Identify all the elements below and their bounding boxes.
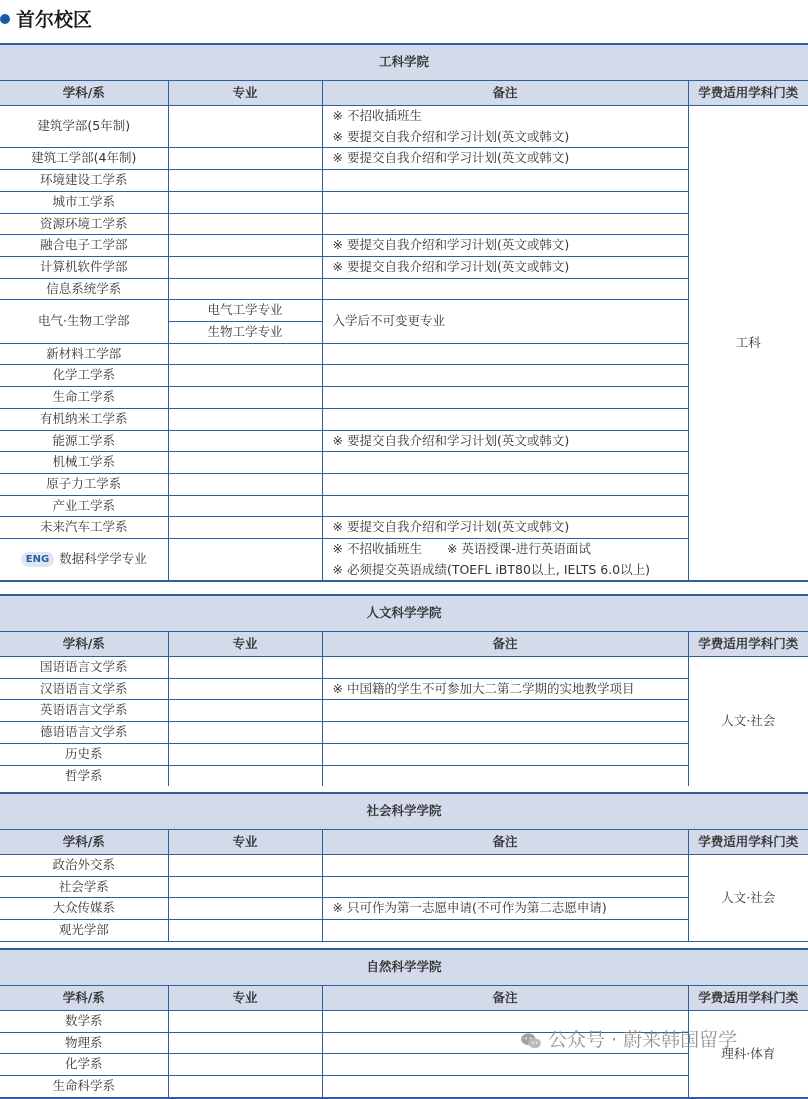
- major-cell: [168, 657, 322, 679]
- major-cell: [168, 700, 322, 722]
- dept-cell: [0, 1032, 168, 1054]
- section-humanities: [0, 594, 808, 788]
- wechat-icon: [520, 1032, 542, 1050]
- table-row: [0, 148, 808, 170]
- dept-cell: [0, 539, 168, 582]
- dept-cell: [0, 148, 168, 170]
- dept-name: 物理系: [64, 1034, 103, 1050]
- table-row: [0, 365, 808, 387]
- note-cell: [322, 657, 688, 679]
- dept-cell: [0, 1076, 168, 1098]
- dept-name: 化学工学系: [52, 367, 115, 383]
- dept-name: 电气·生物工学部: [38, 313, 130, 329]
- dept-name: 信息系统学系: [46, 280, 122, 296]
- major-cell: [168, 387, 322, 409]
- table-row: [0, 898, 808, 920]
- table-row: [0, 722, 808, 744]
- major-cell: [168, 235, 322, 257]
- column-header-fee: 学费适用学科门类: [688, 986, 808, 1011]
- column-header-fee: 学费适用学科门类: [688, 81, 808, 106]
- major-cell: [168, 365, 322, 387]
- dept-name: 政治外交系: [52, 857, 115, 872]
- dept-name: 生命工学系: [52, 389, 115, 405]
- major-cell: [168, 343, 322, 365]
- school-title: 人文科学学院: [0, 595, 808, 632]
- dept-cell: [0, 722, 168, 744]
- column-header-dept: 学科/系: [0, 830, 168, 855]
- note-cell: [322, 678, 688, 700]
- note-cell: [322, 1076, 688, 1098]
- note-text: ※ 要提交自我介绍和学习计划(英文或韩文): [332, 128, 570, 144]
- table-row: [0, 473, 808, 495]
- watermark: [520, 1025, 737, 1055]
- note-text: ※ 只可作为第一志愿申请(不可作为第二志愿申请): [332, 900, 607, 916]
- dept-cell: [0, 898, 168, 920]
- note-cell: [322, 300, 688, 343]
- major-cell: [168, 430, 322, 452]
- page-title: [0, 4, 92, 36]
- note-cell: [322, 148, 688, 170]
- note-cell: [322, 765, 688, 787]
- note-cell: [322, 343, 688, 365]
- dept-name: 英语语言文学系: [39, 702, 128, 718]
- major-cell: [168, 106, 322, 148]
- table-row: [0, 430, 808, 452]
- bullet-dot-icon: [0, 14, 10, 24]
- table-row: [0, 855, 808, 877]
- table-row: [0, 300, 808, 322]
- note-cell: [322, 473, 688, 495]
- column-header-note: 备注: [322, 632, 688, 657]
- dept-name: 原子力工学系: [46, 475, 122, 491]
- dept-name: 化学系: [64, 1056, 103, 1072]
- major-cell: 电气工学专业: [168, 300, 322, 322]
- dept-name: 城市工学系: [52, 193, 115, 209]
- dept-name: 建筑工学部(4年制): [31, 150, 137, 166]
- major-cell: [168, 170, 322, 192]
- dept-name: 观光学部: [58, 922, 109, 938]
- note-cell: [322, 539, 688, 582]
- dept-name: 环境建设工学系: [39, 172, 128, 188]
- column-header-note: 备注: [322, 81, 688, 106]
- dept-name: 产业工学系: [52, 497, 115, 513]
- note-cell: [322, 898, 688, 920]
- note-cell: [322, 495, 688, 517]
- dept-name: 大众传媒系: [52, 900, 115, 916]
- note-cell: [322, 170, 688, 192]
- column-header-major: 专业: [168, 830, 322, 855]
- dept-name: 未来汽车工学系: [39, 519, 128, 535]
- note-cell: [322, 1054, 688, 1076]
- major-cell: [168, 1032, 322, 1054]
- note-text: ※ 必须提交英语成绩(TOEFL iBT80以上, IELTS 6.0以上): [332, 561, 650, 577]
- eng-badge: ENG: [21, 552, 54, 567]
- table-row: [0, 920, 808, 942]
- dept-cell: [0, 876, 168, 898]
- note-text: 入学后不可变更专业: [332, 313, 446, 329]
- note-text: ※ 不招收插班生 ※ 英语授课-进行英语面试: [332, 541, 591, 557]
- dept-name: 数据科学学专业: [59, 551, 147, 567]
- dept-cell: [0, 495, 168, 517]
- major-cell: [168, 278, 322, 300]
- column-header-major: 专业: [168, 81, 322, 106]
- table-row: [0, 876, 808, 898]
- dept-name: 能源工学系: [52, 432, 115, 448]
- note-text: ※ 中国籍的学生不可参加大二第二学期的实地教学项目: [332, 680, 635, 696]
- school-table: [0, 948, 808, 1099]
- table-row: [0, 235, 808, 257]
- column-header-note: 备注: [322, 830, 688, 855]
- note-cell: [322, 743, 688, 765]
- table-row: [0, 278, 808, 300]
- dept-cell: [0, 387, 168, 409]
- column-header-major: 专业: [168, 632, 322, 657]
- table-row: [0, 106, 808, 148]
- school-table: [0, 792, 808, 943]
- table-row: [0, 1076, 808, 1098]
- dept-cell: [0, 191, 168, 213]
- major-cell: [168, 876, 322, 898]
- note-cell: [322, 213, 688, 235]
- school-title: 工科学院: [0, 44, 808, 81]
- note-cell: [322, 430, 688, 452]
- note-text: ※ 要提交自我介绍和学习计划(英文或韩文): [332, 519, 570, 535]
- note-cell: [322, 191, 688, 213]
- school-title: 社会科学学院: [0, 793, 808, 830]
- dept-cell: [0, 920, 168, 942]
- major-cell: [168, 213, 322, 235]
- table-row: [0, 343, 808, 365]
- note-text: ※ 要提交自我介绍和学习计划(英文或韩文): [332, 258, 570, 274]
- note-text: ※ 要提交自我介绍和学习计划(英文或韩文): [332, 237, 570, 253]
- dept-name: 建筑学部(5年制): [37, 118, 131, 134]
- dept-cell: [0, 700, 168, 722]
- note-cell: [322, 920, 688, 942]
- dept-name: 生命科学系: [52, 1078, 115, 1094]
- table-row: [0, 1054, 808, 1076]
- dept-name: 数学系: [64, 1013, 103, 1028]
- dept-cell: [0, 430, 168, 452]
- fee-category-cell: 理科·体育: [688, 1011, 808, 1098]
- fee-category-cell: 人文·社会: [688, 855, 808, 942]
- major-cell: [168, 148, 322, 170]
- major-cell: [168, 855, 322, 877]
- dept-name: 历史系: [64, 745, 103, 761]
- major-cell: [168, 495, 322, 517]
- dept-name: 社会学系: [58, 878, 109, 894]
- dept-cell: [0, 278, 168, 300]
- section-social-science: [0, 792, 808, 943]
- column-header-dept: 学科/系: [0, 986, 168, 1011]
- dept-cell: [0, 106, 168, 148]
- dept-cell: [0, 170, 168, 192]
- major-cell: [168, 678, 322, 700]
- note-cell: [322, 517, 688, 539]
- table-row: [0, 408, 808, 430]
- table-row: [0, 765, 808, 787]
- dept-cell: [0, 235, 168, 257]
- major-cell: [168, 408, 322, 430]
- table-row: [0, 256, 808, 278]
- dept-cell: [0, 343, 168, 365]
- column-header-major: 专业: [168, 986, 322, 1011]
- table-row: [0, 191, 808, 213]
- note-cell: [322, 408, 688, 430]
- note-cell: [322, 700, 688, 722]
- column-header-dept: 学科/系: [0, 632, 168, 657]
- page-title-text: 首尔校区: [16, 9, 93, 31]
- table-row: [0, 657, 808, 679]
- dept-name: 新材料工学部: [46, 345, 122, 361]
- table-row: [0, 700, 808, 722]
- major-cell: [168, 473, 322, 495]
- dept-cell: [0, 1011, 168, 1033]
- table-row: [0, 678, 808, 700]
- major-cell: 生物工学专业: [168, 322, 322, 344]
- major-cell: [168, 1011, 322, 1033]
- note-cell: [322, 722, 688, 744]
- column-header-fee: 学费适用学科门类: [688, 830, 808, 855]
- dept-cell: [0, 1054, 168, 1076]
- school-table: [0, 594, 808, 788]
- major-cell: [168, 722, 322, 744]
- dept-cell: [0, 678, 168, 700]
- dept-cell: [0, 657, 168, 679]
- note-text: ※ 要提交自我介绍和学习计划(英文或韩文): [332, 150, 570, 166]
- note-cell: [322, 106, 688, 148]
- table-row: [0, 213, 808, 235]
- note-text: ※ 要提交自我介绍和学习计划(英文或韩文): [332, 432, 570, 448]
- dept-cell: [0, 855, 168, 877]
- dept-cell: [0, 473, 168, 495]
- major-cell: [168, 452, 322, 474]
- dept-name: 有机纳米工学系: [39, 410, 128, 426]
- note-text: ※ 不招收插班生: [332, 108, 422, 123]
- dept-cell: [0, 765, 168, 787]
- table-row: [0, 452, 808, 474]
- major-cell: [168, 517, 322, 539]
- table-row: [0, 539, 808, 582]
- school-table: [0, 43, 808, 582]
- table-row: [0, 170, 808, 192]
- dept-cell: [0, 300, 168, 343]
- major-cell: [168, 256, 322, 278]
- major-cell: [168, 539, 322, 582]
- dept-name: 国语语言文学系: [39, 659, 128, 674]
- dept-cell: [0, 213, 168, 235]
- major-cell: [168, 191, 322, 213]
- table-row: [0, 743, 808, 765]
- dept-name: 机械工学系: [52, 454, 115, 470]
- major-cell: [168, 765, 322, 787]
- major-cell: [168, 920, 322, 942]
- fee-category-cell: 人文·社会: [688, 657, 808, 788]
- dept-name: 哲学系: [64, 767, 103, 783]
- dept-name: 资源环境工学系: [39, 215, 128, 231]
- note-cell: [322, 256, 688, 278]
- dept-name: 德语语言文学系: [39, 724, 128, 740]
- dept-cell: [0, 365, 168, 387]
- column-header-note: 备注: [322, 986, 688, 1011]
- table-row: [0, 517, 808, 539]
- table-row: [0, 387, 808, 409]
- note-cell: [322, 278, 688, 300]
- major-cell: [168, 898, 322, 920]
- dept-name: 计算机软件学部: [39, 258, 128, 274]
- note-cell: [322, 452, 688, 474]
- dept-cell: [0, 408, 168, 430]
- note-cell: [322, 365, 688, 387]
- section-engineering: [0, 43, 808, 582]
- column-header-fee: 学费适用学科门类: [688, 632, 808, 657]
- dept-name: 汉语语言文学系: [39, 680, 128, 696]
- dept-cell: [0, 256, 168, 278]
- school-title: 自然科学学院: [0, 949, 808, 986]
- major-cell: [168, 1054, 322, 1076]
- dept-cell: [0, 517, 168, 539]
- note-cell: [322, 876, 688, 898]
- note-cell: [322, 387, 688, 409]
- dept-cell: [0, 743, 168, 765]
- note-cell: [322, 235, 688, 257]
- column-header-dept: 学科/系: [0, 81, 168, 106]
- note-cell: [322, 855, 688, 877]
- major-cell: [168, 1076, 322, 1098]
- watermark-text: 公众号 · 蔚来韩国留学: [548, 1029, 738, 1051]
- table-row: [0, 495, 808, 517]
- dept-cell: [0, 452, 168, 474]
- major-cell: [168, 743, 322, 765]
- dept-name: 融合电子工学部: [39, 237, 128, 253]
- fee-category-cell: 工科: [688, 106, 808, 582]
- section-natural-science: [0, 948, 808, 1099]
